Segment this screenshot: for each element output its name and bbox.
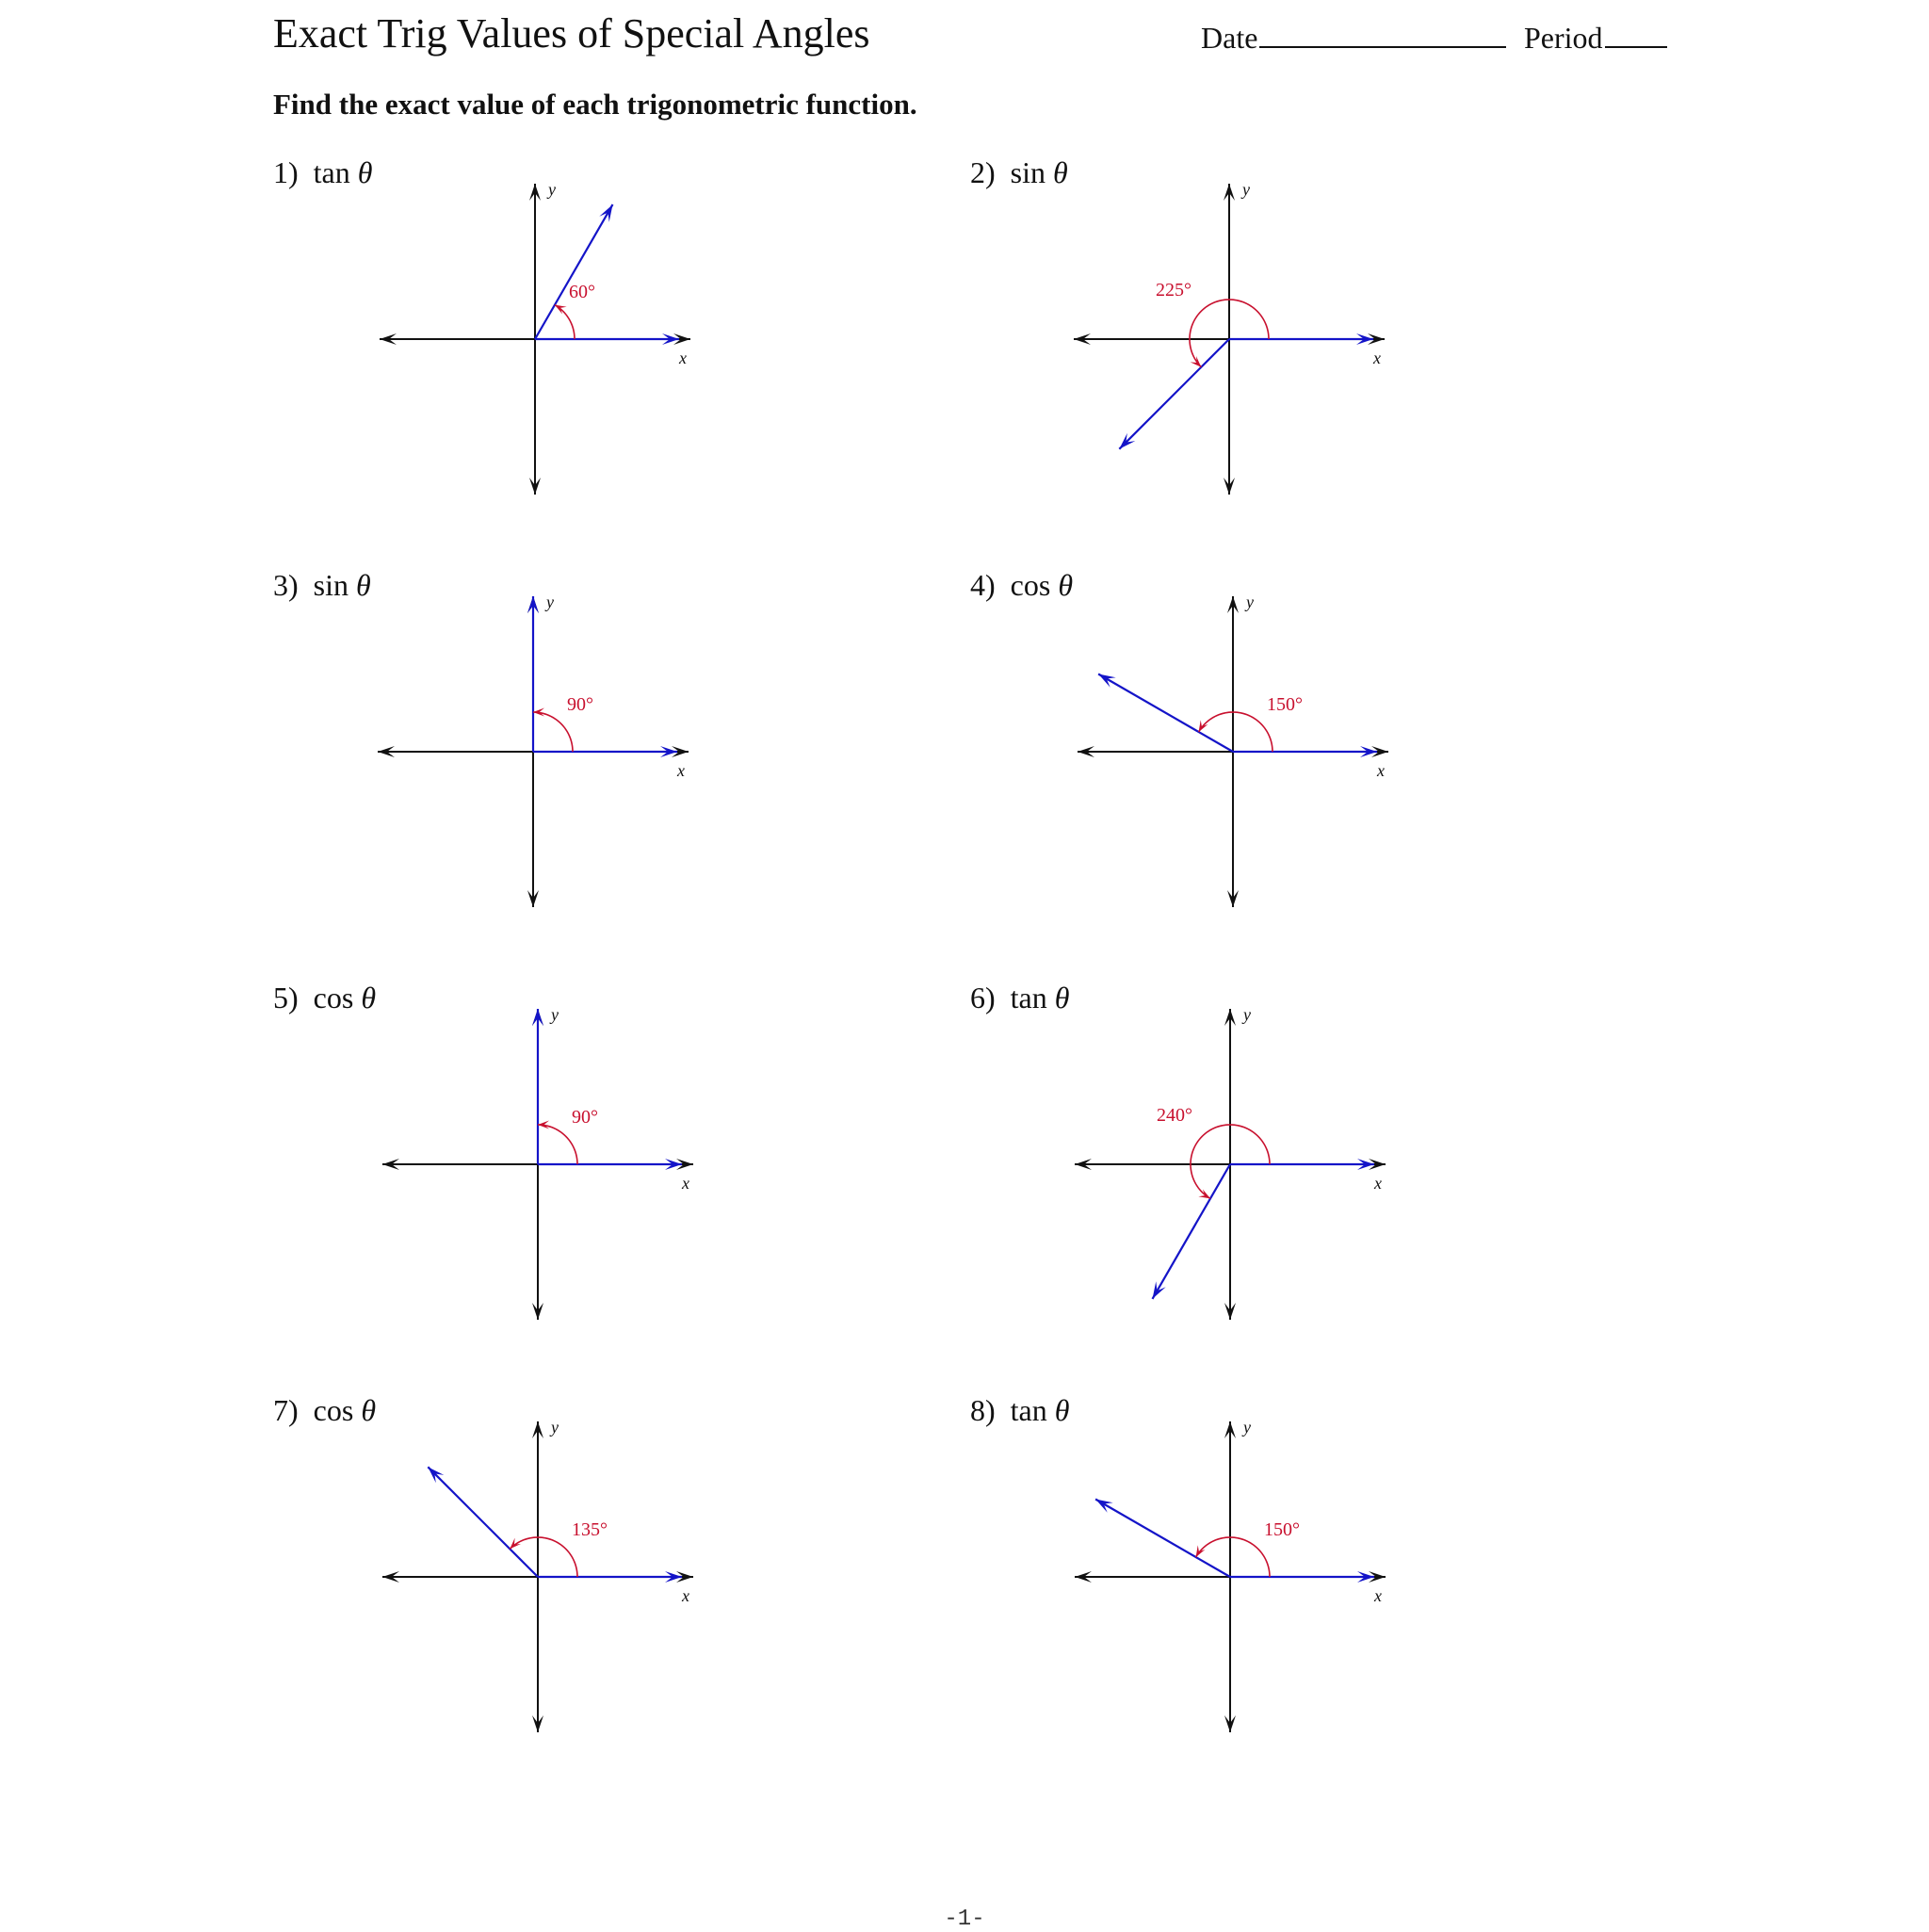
problem-5: [273, 981, 970, 1395]
instructions: Find the exact value of each trigonometric function.: [273, 88, 917, 121]
angle-arc-arrow: [510, 1538, 521, 1550]
period-label: Period: [1524, 21, 1603, 55]
problem-2: [970, 155, 1667, 570]
terminal-side: [535, 204, 613, 339]
terminal-side-arrow: [599, 204, 612, 222]
problem-label: 4) cos θ: [970, 568, 1074, 602]
angle-label: 150°: [1264, 1519, 1300, 1540]
x-axis-label: x: [677, 761, 685, 780]
angle-arc: [555, 305, 575, 339]
angle-arc: [1196, 1537, 1270, 1577]
angle-diagram: [970, 981, 1667, 1395]
period-field[interactable]: [1524, 21, 1667, 56]
angle-arc: [533, 712, 573, 752]
date-label: Date: [1201, 21, 1258, 55]
problem-label: 3) sin θ: [273, 568, 371, 602]
period-blank[interactable]: [1605, 45, 1667, 48]
problem-8: [970, 1393, 1667, 1808]
angle-arc: [538, 1125, 577, 1164]
problem-label: 5) cos θ: [273, 981, 377, 1015]
problem-label: 1) tan θ: [273, 155, 373, 189]
angle-arc: [1199, 712, 1272, 752]
angle-diagram: [273, 981, 970, 1395]
angle-label: 225°: [1156, 280, 1191, 300]
date-blank[interactable]: [1259, 45, 1506, 48]
x-axis-label: x: [682, 1586, 689, 1605]
problem-label: 6) tan θ: [970, 981, 1070, 1015]
terminal-side-arrow: [1098, 674, 1116, 688]
problem-label: 2) sin θ: [970, 155, 1068, 189]
y-axis-label: y: [1242, 180, 1250, 199]
angle-arc-arrow: [538, 1121, 549, 1129]
x-axis-label: x: [1374, 1586, 1382, 1605]
angle-label: 60°: [569, 282, 595, 302]
terminal-side: [428, 1467, 538, 1577]
problem-6: [970, 981, 1667, 1395]
page-number: -1-: [944, 1907, 985, 1932]
y-axis-label: y: [1243, 1418, 1251, 1437]
y-axis-label: y: [1243, 1005, 1251, 1024]
angle-diagram: [970, 1393, 1667, 1808]
terminal-side: [1119, 339, 1229, 449]
angle-arc: [510, 1537, 577, 1577]
worksheet-title: Exact Trig Values of Special Angles: [273, 10, 870, 57]
problem-3: [273, 568, 970, 982]
angle-diagram: [273, 1393, 970, 1808]
x-axis-label: x: [1373, 349, 1381, 367]
problem-label: 8) tan θ: [970, 1393, 1070, 1427]
problem-1: [273, 155, 970, 570]
terminal-side: [1095, 1500, 1230, 1578]
terminal-side-arrow: [1095, 1500, 1113, 1513]
x-axis-label: x: [679, 349, 687, 367]
angle-label: 240°: [1157, 1105, 1192, 1126]
y-axis-label: y: [551, 1005, 559, 1024]
y-axis-label: y: [1246, 593, 1254, 611]
y-axis-label: y: [546, 593, 554, 611]
angle-diagram: [273, 568, 970, 982]
x-axis-label: x: [1377, 761, 1385, 780]
angle-label: 90°: [572, 1107, 598, 1128]
y-axis-label: y: [551, 1418, 559, 1437]
problem-4: [970, 568, 1667, 982]
angle-arc-arrow: [533, 708, 544, 717]
x-axis-label: x: [1374, 1174, 1382, 1193]
x-axis-label: x: [682, 1174, 689, 1193]
angle-diagram: [970, 568, 1667, 982]
problem-label: 7) cos θ: [273, 1393, 377, 1427]
problem-7: [273, 1393, 970, 1808]
angle-label: 150°: [1267, 694, 1303, 715]
angle-diagram: [273, 155, 970, 570]
y-axis-label: y: [548, 180, 556, 199]
terminal-side: [1153, 1164, 1231, 1299]
terminal-side-arrow: [1153, 1281, 1166, 1299]
date-field[interactable]: [1201, 21, 1506, 56]
angle-arc-arrow: [1191, 356, 1202, 367]
angle-label: 135°: [572, 1519, 608, 1540]
terminal-side: [1098, 674, 1233, 753]
angle-label: 90°: [567, 694, 593, 715]
angle-diagram: [970, 155, 1667, 570]
